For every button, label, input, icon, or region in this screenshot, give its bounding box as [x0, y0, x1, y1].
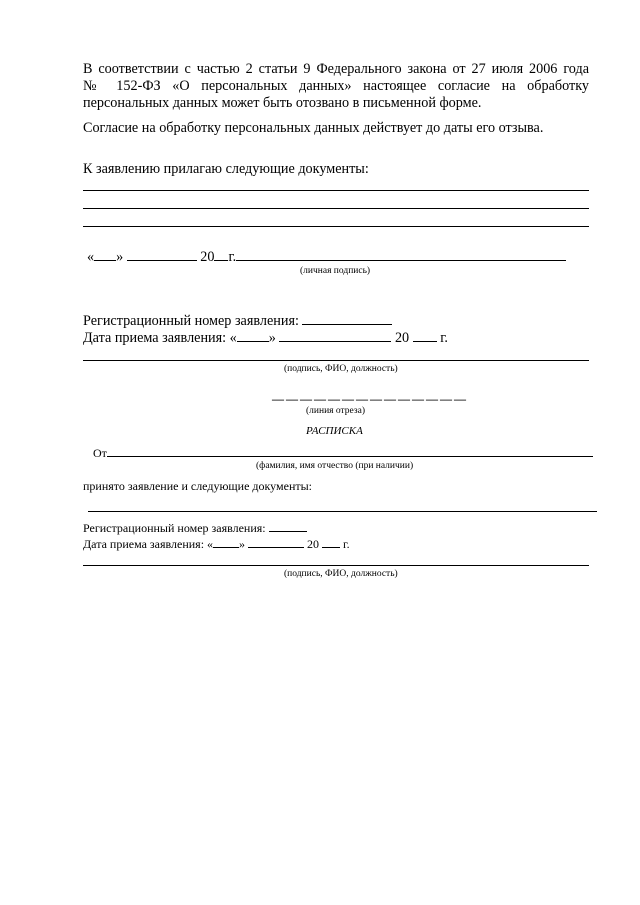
- signature-day-blank: [94, 248, 116, 261]
- cut-line: — — — — — — — — — — — — — —: [272, 392, 466, 406]
- receipt-number-label: Регистрационный номер заявления:: [83, 521, 266, 535]
- signature-line: [236, 248, 566, 261]
- registration-date-label: Дата приема заявления: «: [83, 330, 237, 346]
- receipt-month-blank: [248, 536, 304, 548]
- receipt-year-suffix: г.: [343, 537, 350, 551]
- registration-number-label: Регистрационный номер заявления:: [83, 313, 299, 329]
- signature-date-row: [87, 248, 566, 266]
- cut-caption: (линия отреза): [306, 406, 366, 416]
- receipt-from-caption: (фамилия, имя отчество (при наличии): [256, 461, 414, 471]
- receipt-from-row: [93, 445, 593, 461]
- receipt-from-line: [107, 445, 593, 457]
- receipt-accepted: принято заявление и следующие документы:: [83, 479, 313, 493]
- registration-number-blank: [302, 312, 392, 325]
- signature-month-blank: [127, 248, 197, 261]
- signature-quote-open: «: [87, 249, 95, 265]
- registration-month-blank: [279, 329, 391, 342]
- receipt-date-close: »: [239, 537, 246, 551]
- receipt-number-blank: [269, 520, 307, 532]
- receipt-signature-line: [83, 565, 589, 566]
- receipt-documents-line: [88, 511, 597, 512]
- signature-caption: (личная подпись): [300, 266, 371, 276]
- receipt-day-blank: [213, 536, 239, 548]
- receipt-from-label: От: [93, 446, 107, 460]
- attachments-heading: К заявлению прилагаю следующие документы:: [83, 161, 369, 177]
- consent-line-3: персональных данных может быть отозвано в письменной форме.: [83, 95, 482, 111]
- attachment-line-3: [83, 226, 589, 227]
- registration-date-close: »: [268, 330, 276, 346]
- receipt-number-row: [83, 520, 307, 536]
- receipt-year-prefix: 20: [307, 537, 320, 551]
- registration-caption: (подпись, ФИО, должность): [284, 364, 398, 374]
- receipt-title: РАСПИСКА: [306, 425, 363, 437]
- attachment-line-1: [83, 190, 589, 191]
- receipt-date-row: [83, 536, 350, 552]
- registration-number-row: [83, 312, 392, 330]
- attachment-line-2: [83, 208, 589, 209]
- registration-year-blank: [413, 329, 437, 342]
- signature-quote-close: »: [116, 249, 124, 265]
- registration-year-suffix: г.: [440, 330, 448, 346]
- receipt-date-label: Дата приема заявления: «: [83, 537, 214, 551]
- receipt-caption: (подпись, ФИО, должность): [284, 569, 398, 579]
- registration-day-blank: [237, 329, 269, 342]
- signature-year-suffix: г.: [228, 249, 237, 265]
- receipt-year-blank: [322, 536, 340, 548]
- registration-date-row: [83, 329, 448, 347]
- signature-year-prefix: 20: [200, 249, 215, 265]
- consent-line-1: В соответствии с частью 2 статьи 9 Федерального закона от 27 июля 2006 года: [83, 61, 589, 77]
- signature-year-blank: [214, 248, 228, 261]
- registration-year-prefix: 20: [394, 330, 410, 346]
- consent-validity: Согласие на обработку персональных данных действует до даты его отзыва.: [83, 120, 544, 136]
- registration-signature-line: [83, 360, 589, 361]
- consent-line-2: № 152-ФЗ «О персональных данных» настоящее согласие на обработку: [83, 78, 589, 94]
